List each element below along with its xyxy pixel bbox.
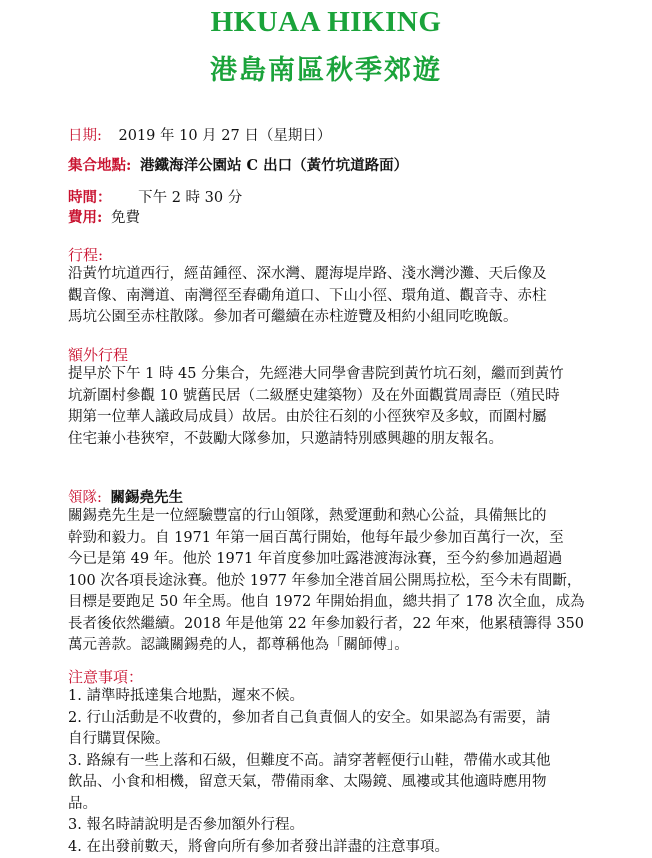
extra-itinerary-line: 提早於下午 1 時 45 分集合，先經港大同學會書院到黃竹坑石刻，繼而到黃竹 (68, 364, 593, 386)
notes-line: 3. 報名時請說明是否參加額外行程。 (68, 815, 593, 837)
itinerary-text (68, 264, 593, 329)
date-line (68, 124, 331, 145)
leader-bio-line: 關錫堯先生是一位經驗豐富的行山領隊，熱愛運動和熱心公益，具備無比的 (68, 506, 593, 528)
itinerary-line: 馬坑公園至赤柱散隊。參加者可繼續在赤柱遊覽及相約小組同吃晚飯。 (68, 307, 593, 329)
notes-line: 4. 在出發前數天，將會向所有參加者發出詳盡的注意事項。 (68, 837, 593, 858)
leader-bio-line: 100 次各項長途泳賽。他於 1977 年參加全港首屆公開馬拉松，至今未有間斷， (68, 571, 593, 593)
time-value: 下午 2 時 30 分 (138, 190, 242, 206)
itinerary-line: 觀音像、南灣道、南灣徑至舂磡角道口、下山小徑、環角道、觀音寺、赤柱 (68, 286, 593, 308)
extra-itinerary-title: 額外行程 (68, 344, 128, 365)
meeting-point-label: 集合地點: (68, 157, 131, 174)
notes-line: 品。 (68, 794, 593, 816)
notes-title: 注意事項： (68, 666, 143, 687)
leader-label: 領隊: (68, 490, 102, 506)
fee-value: 免費 (111, 210, 140, 226)
leader-bio-line: 目標是要跑足 50 年全馬。他自 1972 年開始捐血，總共捐了 178 次全血，成為 (68, 592, 593, 614)
extra-itinerary-line: 期第一位華人議政局成員）故居。由於往石刻的小徑狹窄及多蚊，而圍村屬 (68, 407, 593, 429)
notes-line: 3. 路線有一些上落和石級，但難度不高。請穿著輕便行山鞋，帶備水或其他 (68, 751, 593, 773)
notes-line: 飲品、小食和相機，留意天氣，帶備雨傘、太陽鏡、風褸或其他適時應用物 (68, 772, 593, 794)
fee-line (68, 206, 140, 227)
fee-label: 費用: (68, 209, 102, 226)
notes-line: 2. 行山活動是不收費的，參加者自己負責個人的安全。如果認為有需要，請 (68, 708, 593, 730)
notes-list (68, 686, 593, 858)
notes-line: 1. 請準時抵達集合地點，遲來不候。 (68, 686, 593, 708)
leader-bio-line: 萬元善款。認識關錫堯的人，都尊稱他為「關師傅」。 (68, 635, 593, 657)
leader-line (68, 486, 183, 507)
meeting-point-value: 港鐵海洋公園站 C 出口（黃竹坑道路面） (140, 157, 408, 174)
leader-bio-line: 幹勁和毅力。自 1971 年第一屆百萬行開始，他每年最少參加百萬行一次，至 (68, 528, 593, 550)
leader-name: 關錫堯先生 (111, 489, 184, 506)
time-label: 時間： (68, 189, 112, 206)
time-line (68, 186, 242, 207)
title-chinese: 港島南區秋季郊遊 (0, 48, 652, 87)
notes-line: 自行購買保險。 (68, 729, 593, 751)
meeting-point-line (68, 154, 408, 175)
leader-bio-line: 長者後依然繼續。2018 年是他第 22 年參加毅行者，22 年來，他累積籌得 350 (68, 614, 593, 636)
extra-itinerary-line: 住宅兼小巷狹窄，不鼓勵大隊參加，只邀請特別感興趣的朋友報名。 (68, 429, 593, 451)
itinerary-line: 沿黃竹坑道西行，經苗鍾徑、深水灣、麗海堤岸路、淺水灣沙灘、天后像及 (68, 264, 593, 286)
date-value: 2019 年 10 月 27 日（星期日） (119, 128, 332, 144)
itinerary-title: 行程: (68, 244, 103, 265)
title-english: HKUAA HIKING (0, 6, 652, 39)
leader-bio-line: 今已是第 49 年。他於 1971 年首度參加吐露港渡海泳賽，至今約參加過超過 (68, 549, 593, 571)
extra-itinerary-line: 坑新圍村參觀 10 號舊民居（二級歷史建築物）及在外面觀賞周壽臣（殖民時 (68, 386, 593, 408)
date-label: 日期: (68, 128, 102, 144)
leader-bio (68, 506, 593, 657)
extra-itinerary-text (68, 364, 593, 450)
